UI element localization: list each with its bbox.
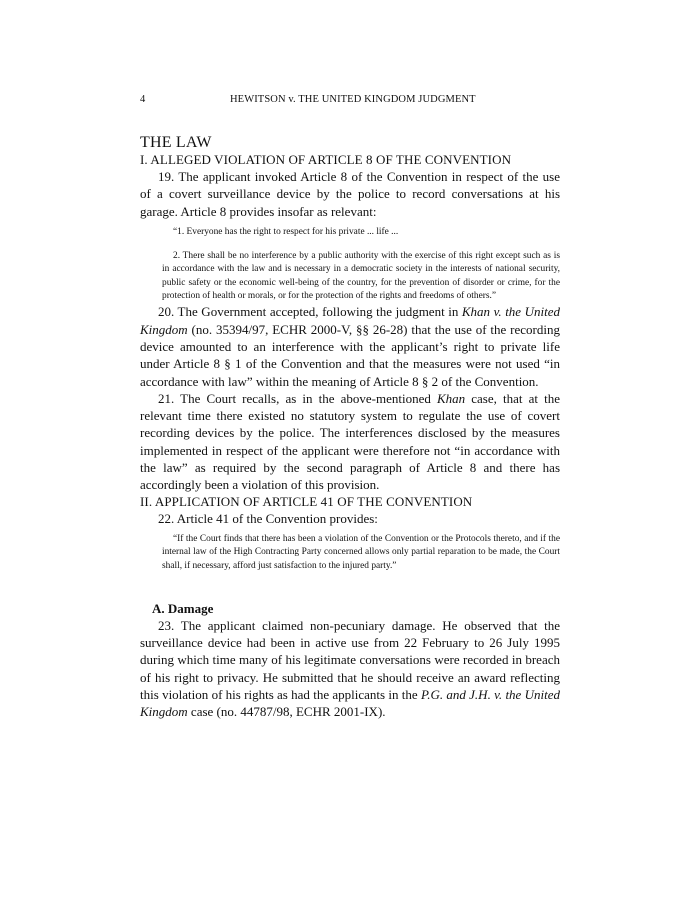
paragraph-21-text-a: 21. The Court recalls, as in the above-mentioned [158,390,437,406]
paragraph-23 [140,617,560,721]
paragraph-23-text-a: 23. The applicant claimed non-pecuniary damage. He observed that the surveillance device had been in active use from 22 February to 26 July 1995 during which time many of his legitimate conversations were recorded in breach of his right to privacy. He submitted that he should receive an award reflecting this violation of his rights as had the applicants in the [140,617,560,703]
quote-article-41: “If the Court finds that there has been a violation of the Convention or the Protocols thereto, and if the internal law of the High Contracting Party concerned allows only partial reparation to be made, the Court shall, if necessary, afford just satisfaction to the injured party.” [162,533,560,571]
running-title: HEWITSON v. THE UNITED KINGDOM JUDGMENT [230,94,476,105]
paragraph-20-text-a: 20. The Government accepted, following the judgment in [158,304,462,320]
quote-article-8-para-1: “1. Everyone has the right to respect for his private ... life ... [173,226,399,237]
case-name-pg-jh: P.G. and J.H. v. the United Kingdom [140,687,560,720]
paragraph-23-text-b: case (no. 44787/98, ECHR 2001-IX). [187,704,386,720]
subheading-damage: A. Damage [152,600,214,616]
case-name-khan-short: Khan [436,390,466,406]
paragraph-21-text-b: case, that at the relevant time there existed no statutory system to regulate the use of covert recording devices by the police. The interferences disclosed by the measures implemented in respect of the applicant were therefore not “in accordance with the law” as required by the second paragraph of Article 8 and there has accordingly been a violation of this provision. [140,390,560,493]
section-title: THE LAW [140,134,212,151]
paragraph-21 [140,390,560,494]
paragraph-22: 22. Article 41 of the Convention provides: [158,510,378,526]
section-heading-article-41: II. APPLICATION OF ARTICLE 41 OF THE CONVENTION [140,493,473,509]
case-name-khan: Khan v. the United Kingdom [140,304,560,337]
paragraph-19: 19. The applicant invoked Article 8 of the Convention in respect of the use of a covert surveillance device by the police to record conversations at his garage. Article 8 provides insofar as relevant: [140,169,560,219]
page-number: 4 [140,94,146,105]
section-heading-article-8: I. ALLEGED VIOLATION OF ARTICLE 8 OF THE CONVENTION [140,152,512,167]
quote-article-8-para-2: 2. There shall be no interference by a public authority with the exercise of this right except such as is in accordance with the law and is necessary in a democratic society in the interests of national security, public safety or the economic well-being of the country, for the prevention of disorder or crime, for the protection of health or morals, or for the protection of the rights and freedoms of others.” [162,251,560,302]
paragraph-20-text-b: (no. 35394/97, ECHR 2000-V, §§ 26-28) that the use of the recording device amounted to an interference with the applicant’s right to private life under Article 8 § 1 of the Convention and that the measures were not used “in accordance with law” within the meaning of Article 8 § 2 of the Convention. [140,321,560,389]
paragraph-20 [140,303,560,389]
page-header [140,94,560,108]
document-page [140,94,560,721]
